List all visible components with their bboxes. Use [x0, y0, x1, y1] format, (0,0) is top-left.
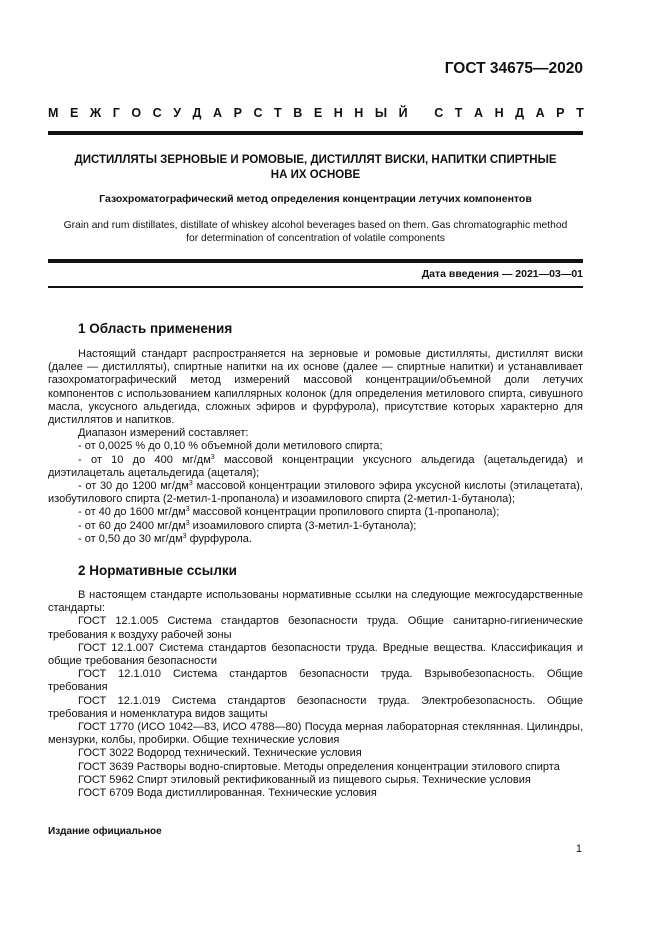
section-2-title: 2 Нормативные ссылки: [78, 563, 237, 578]
heading-letter: У: [173, 106, 181, 120]
reference-item: ГОСТ 12.1.005 Система стандартов безопасности труда. Общие санитарно-гигиенические требования к воздуху рабочей зоны: [48, 615, 583, 641]
document-subtitle: Газохроматографический метод определения концентрации летучих компонентов: [99, 193, 532, 205]
english-title: [48, 219, 583, 245]
heading-letter: Ы: [374, 106, 388, 120]
list-item: - от 0,0025 % до 0,10 % объемной доли метилового спирта;: [78, 440, 383, 453]
reference-item: ГОСТ 3022 Водород технический. Технические условия: [78, 747, 362, 760]
heading-letter: А: [535, 106, 545, 120]
list-item: - от 60 до 2400 $мг/дм^3$ изоамилового спирта (3-метил-1-бутанола);: [78, 519, 417, 532]
heading-letter: Е: [69, 106, 79, 120]
reference-item: ГОСТ 12.1.007 Система стандартов безопасности труда. Вредные вещества. Классификация и общие требования безопасности: [48, 641, 583, 668]
heading-letter: С: [434, 106, 444, 120]
heading-letter: В: [293, 106, 303, 120]
heading-letter: Т: [576, 106, 584, 120]
heading-letter: Р: [556, 106, 565, 120]
title-line: НА ИХ ОСНОВЕ: [270, 169, 361, 181]
english-title-line: for determination of concentration of volatile components: [186, 233, 445, 244]
section-2-body: [48, 589, 583, 800]
heading-letter: Н: [494, 106, 504, 120]
date-rule: [48, 286, 583, 288]
heading-letter: Р: [233, 106, 242, 120]
list-item: - от 30 до 1200 $мг/дм^3$ массовой концентрации этилового эфира уксусной кислоты (этилацетата), изобутилового спирта (2-метил-1-пропанола) и изоамилового спирта (2-метил-1-бутанола);: [48, 480, 583, 506]
reference-item: ГОСТ 12.1.019 Система стандартов безопасности труда. Электробезопасность. Общие требования и номенклатура видов защиты: [48, 694, 583, 720]
title-rule: [48, 259, 583, 263]
list-item: - от 10 до 400 $мг/дм^3$ массовой концентрации уксусного альдегида (ацетальдегида) и диэтилацеталь ацетальдегида (ацеталя);: [48, 453, 583, 479]
heading-letter: Т: [274, 106, 282, 120]
heading-letter: С: [152, 106, 162, 120]
reference-item: ГОСТ 3639 Растворы водно-спиртовые. Методы определения концентрации этилового спирта: [78, 760, 560, 773]
heading-letter: Н: [333, 106, 343, 120]
heading-letter: А: [213, 106, 223, 120]
interstate-standard-heading: [48, 106, 584, 120]
heading-letter: С: [253, 106, 263, 120]
reference-item: ГОСТ 12.1.010 Система стандартов безопасности труда. Взрывобезопасность. Общие требования: [48, 668, 583, 694]
heading-letter: Г: [112, 106, 120, 120]
heading-letter: Д: [192, 106, 202, 120]
top-rule: [48, 131, 583, 135]
heading-letter: Е: [313, 106, 323, 120]
list-item: - от 0,50 до 30 $мг/дм^3$ фурфурола.: [78, 532, 252, 545]
official-edition-label: Издание официальное: [48, 826, 162, 837]
english-title-line: Grain and rum distillates, distillate of whiskey alcohol beverages based on them. Gas chromatographic method: [63, 220, 568, 231]
paragraph: В настоящем стандарте использованы нормативные ссылки на следующие межгосударственные стандарты:: [48, 589, 583, 615]
title-line: ДИСТИЛЛЯТЫ ЗЕРНОВЫЕ И РОМОВЫЕ, ДИСТИЛЛЯТ ВИСКИ, НАПИТКИ СПИРТНЫЕ: [74, 154, 557, 166]
section-1-title: 1 Область применения: [78, 321, 233, 336]
heading-letter: О: [131, 106, 142, 120]
heading-letter: А: [473, 106, 484, 120]
heading-letter: Т: [454, 106, 463, 120]
reference-item: ГОСТ 6709 Вода дистиллированная. Технические условия: [78, 787, 377, 800]
list-item: - от 40 до 1600 $мг/дм^3$ массовой концентрации пропилового спирта (1-пропанола);: [78, 506, 500, 519]
introduction-date: Дата введения — 2021—03—01: [421, 268, 583, 280]
heading-letter: М: [48, 106, 59, 120]
document-title: [48, 153, 583, 183]
section-1-body: [48, 348, 583, 546]
heading-letter: Й: [398, 106, 408, 120]
gost-number: ГОСТ 34675—2020: [444, 60, 583, 77]
heading-letter-space: [419, 106, 422, 120]
paragraph: Настоящий стандарт распространяется на зерновые и ромовые дистилляты, дистиллят виски (далее — дистилляты), спиртные напитки на их основе (далее — спиртные напитки) и устанавливает газохроматографический метод измерений массовой концентрации/объемной доли летучих компонентов с использованием капиллярных колонок (для определения метилового спирта, сивушного масла, уксусного альдегида, сложных эфиров и фурфурола), присутствие которых характерно для дистиллятов и напитков.: [48, 348, 583, 427]
heading-letter: Ж: [89, 106, 102, 120]
page-number: 1: [575, 843, 582, 855]
reference-item: ГОСТ 1770 (ИСО 1042—83, ИСО 4788—80) Посуда мерная лабораторная стеклянная. Цилиндры, мензурки, колбы, пробирки. Общие технические условия: [48, 721, 583, 747]
reference-item: ГОСТ 5962 Спирт этиловый ректификованный из пищевого сырья. Технические условия: [78, 773, 531, 786]
paragraph: Диапазон измерений составляет:: [78, 427, 249, 440]
heading-letter: Д: [515, 106, 525, 120]
heading-letter: Н: [354, 106, 364, 120]
